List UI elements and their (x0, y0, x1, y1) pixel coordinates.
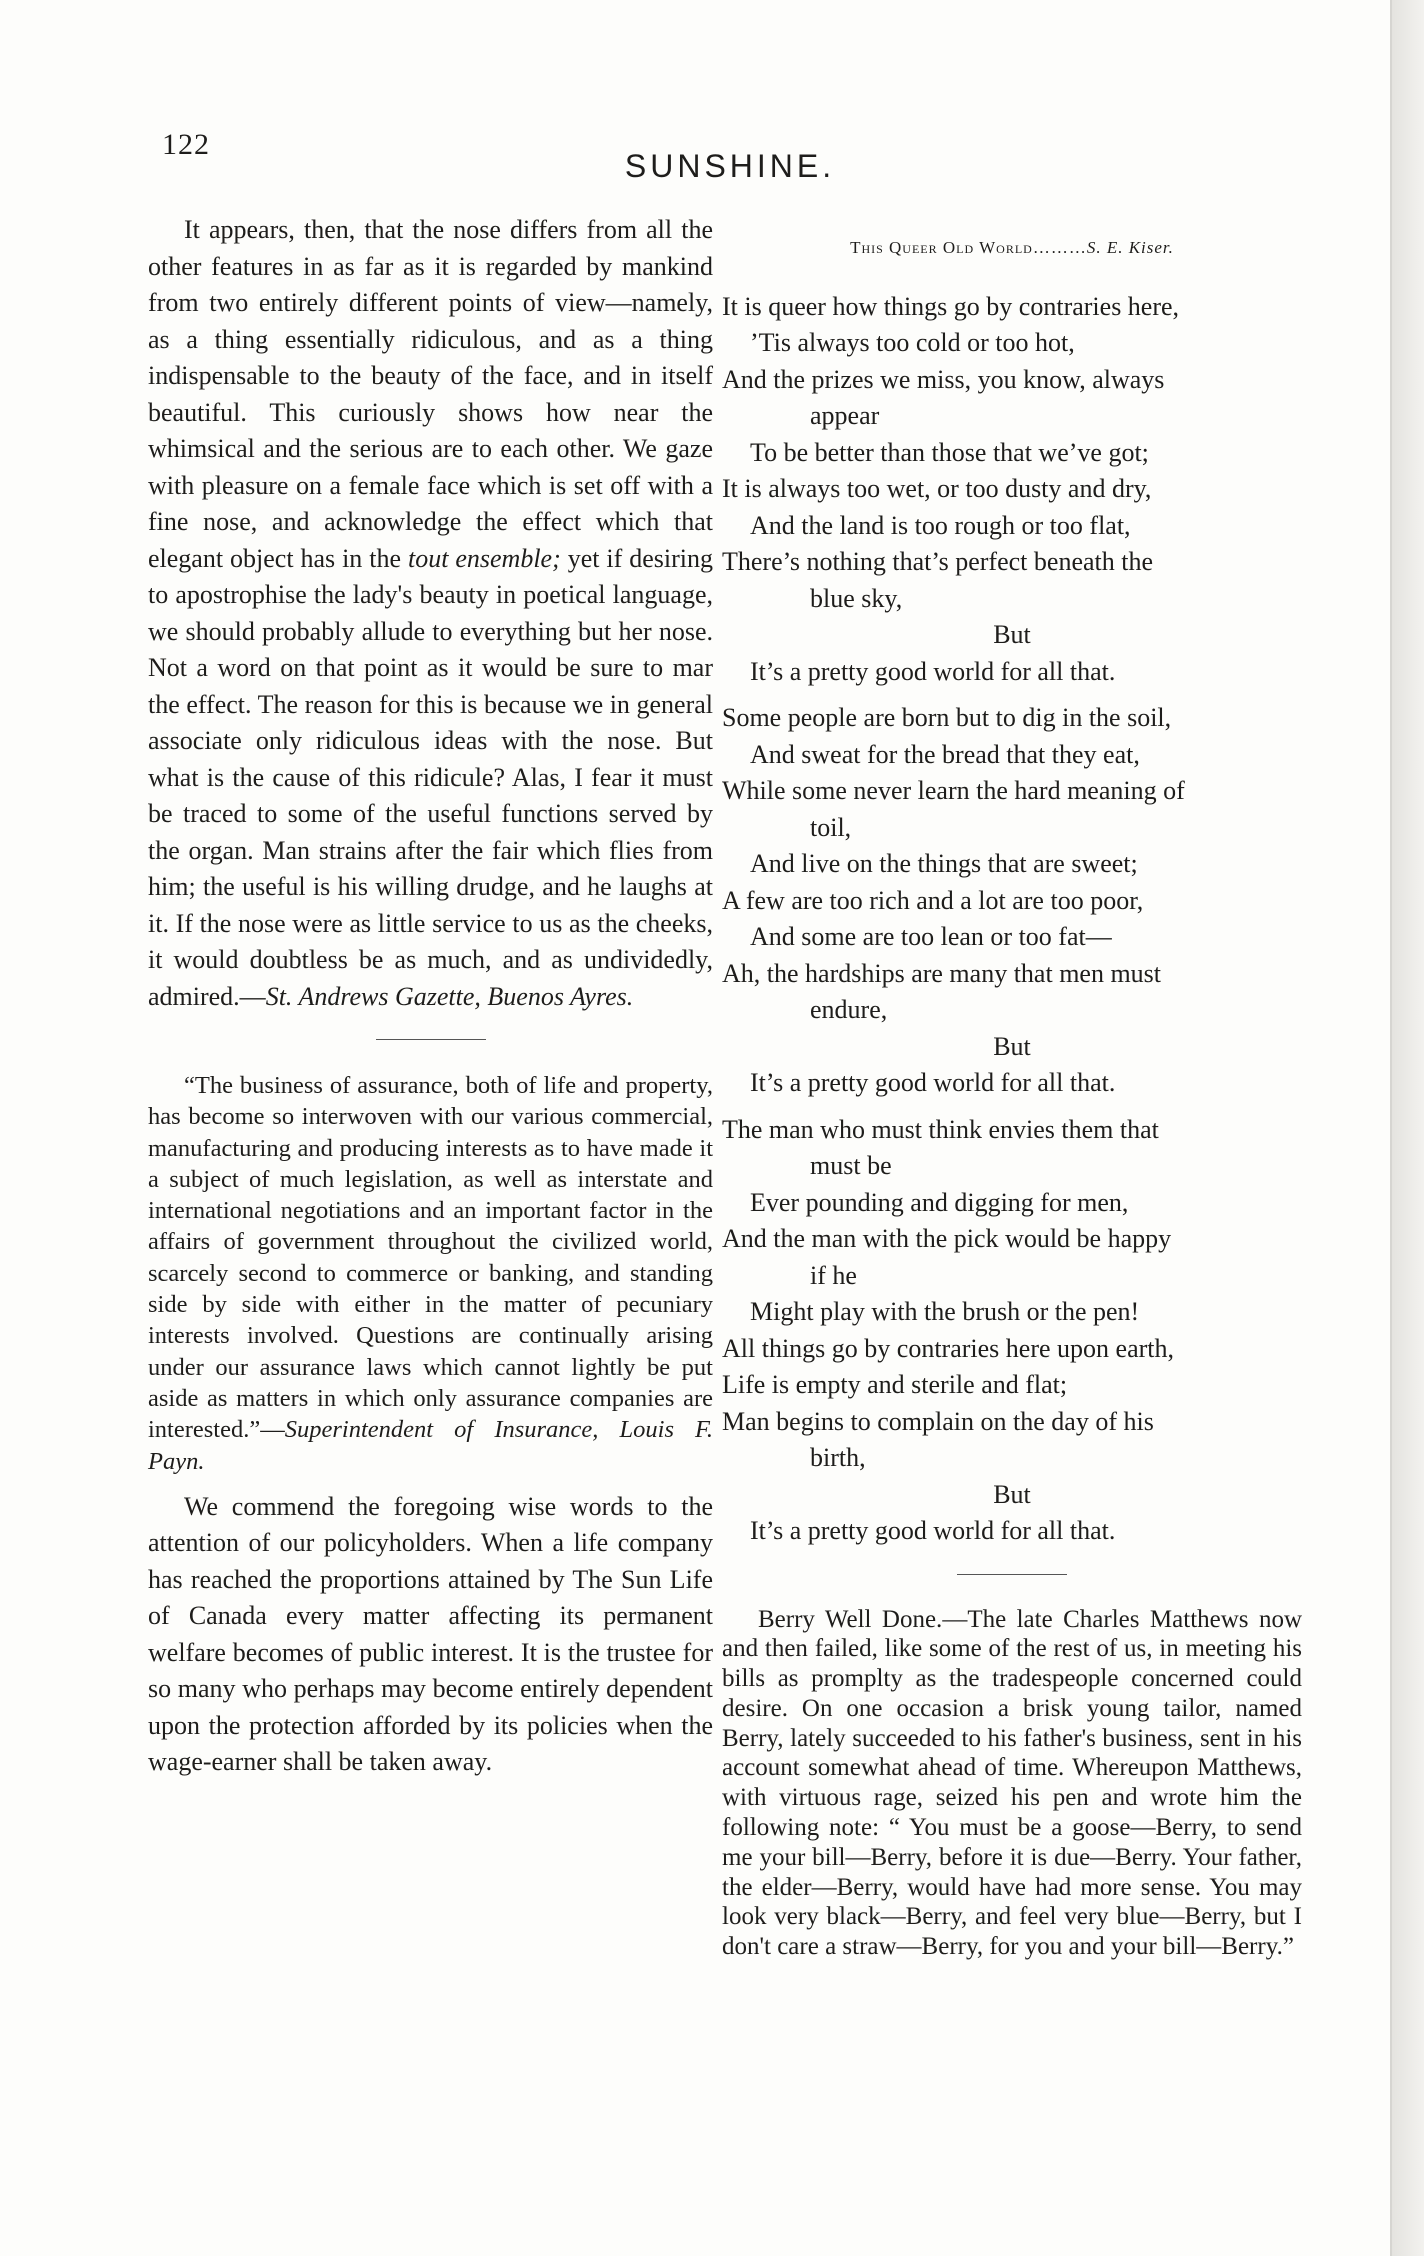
poem-line: Life is empty and sterile and flat; (722, 1370, 1068, 1399)
poem-line: appear (810, 401, 880, 430)
poem-line: To be better than those that we’ve got; (750, 437, 1149, 467)
poem-line: Ah, the hardships are many that men must (722, 958, 1162, 988)
assurance-quote-source: Superintendent of Insurance, Louis F. Payn. (148, 1416, 713, 1475)
poem-refrain-but: But (993, 1031, 1031, 1061)
left-column (148, 212, 713, 1781)
poem-title (722, 230, 1302, 267)
poem-body (722, 289, 1302, 1550)
poem-line: It’s a pretty good world for all that. (750, 656, 1116, 686)
poem-line: And the man with the pick would be happy (722, 1224, 1172, 1253)
poem-line: endure, (810, 995, 888, 1024)
poem-line: Might play with the brush or the pen! (750, 1297, 1140, 1326)
poem-stanza (722, 289, 1302, 691)
poem-line: And the land is too rough or too flat, (750, 510, 1131, 540)
anecdote-text: —The late Charles Matthews now and then failed, like some of the rest of us, in meeting his bills as promplty as the tradespeople concerned could desire. On one occasion a brisk young tailor, named Berry, lately succeeded to his father's business, sent in his account somewhat ahead of time. Whereupon Matthews, with virtuous rage, seized his pen and wrote him the following note: “ You must be a goose—Berry, to send me your bill—Berry, before it is due—Berry. Your father, the elder—Berry, would have had more sense. You may look very black—Berry, and feel very blue—Berry, but I don't care a straw—Berry, for you and your bill—Berry.” (722, 1605, 1302, 1961)
poem-line: There’s nothing that’s perfect beneath the (722, 547, 1154, 576)
poem-line: if he (810, 1260, 857, 1290)
poem-line: It’s a pretty good world for all that. (750, 1516, 1116, 1545)
poem-line: While some never learn the hard meaning of (722, 776, 1185, 805)
poem-refrain-but: But (993, 1479, 1031, 1509)
running-head: SUNSHINE. (624, 148, 836, 184)
anecdote-paragraph (722, 1605, 1302, 1963)
poem-line: And live on the things that are sweet; (750, 849, 1138, 878)
poem-line: And sweat for the bread that they eat, (750, 739, 1140, 769)
commend-paragraph: We commend the foregoing wise words to the attention of our policyholders. When a life company has reached the proportions attained by The Sun Life of Canada every matter affecting its permanent welfare becomes of public interest. It is the trustee for so many who perhaps may become entirely dependent upon the protection afforded by its policies when the wage-earner shall be taken away. (148, 1491, 713, 1777)
poem-stanza (722, 700, 1302, 1102)
poem-line: It is always too wet, or too dusty and dry, (722, 474, 1152, 503)
nose-essay-text-continued: yet if desiring to apostrophise the lady's beauty in poetical language, we should probably allude to everything but her nose. Not a word on that point as it would be sure to mar the effect. The reason for this is because we in general associate only ridiculous ideas with the nose. But what is the cause of this ridicule? Alas, I fear it must be traced to some of the useful functions served by the organ. Man strains after the fair which flies from him; the useful is his willing drudge, and he laughs at it. If the nose were as little service to us as the cheeks, it would doubtless be as much, and as undividedly, admired.— (148, 543, 714, 1011)
page-edge (1392, 0, 1424, 2256)
poem-line: Ever pounding and digging for men, (750, 1187, 1129, 1217)
assurance-quote-paragraph (148, 1070, 713, 1477)
section-divider (957, 1574, 1067, 1575)
poem-line: Some people are born but to dig in the soil, (722, 703, 1172, 732)
right-column (722, 230, 1302, 1962)
poem-line: And the prizes we miss, you know, always (722, 364, 1165, 394)
poem-line: ’Tis always too cold or too hot, (750, 328, 1075, 357)
nose-essay-paragraph (148, 212, 713, 1015)
poem-line: toil, (810, 812, 852, 842)
poem-line: All things go by contraries here upon earth, (722, 1333, 1174, 1363)
nose-essay-text: It appears, then, that the nose differs from all the other features in as far as it is regarded by mankind from two entirely different points of view—namely, as a thing essentially ridiculous, and as a thing indispensable to the beauty of the face, and in itself beautiful. This curiously shows how near the whimsical and the serious are to each other. We gaze with pleasure on a female face which is set off with a fine nose, and acknowledge the effect which that elegant object has in the (148, 215, 713, 573)
poem-stanza (722, 1112, 1302, 1550)
tout-ensemble-phrase: tout ensemble; (407, 543, 561, 573)
poem-line: It’s a pretty good world for all that. (750, 1068, 1116, 1097)
section-divider (376, 1039, 486, 1040)
poem-author: S. E. Kiser. (1086, 238, 1174, 257)
poem-refrain-but: But (993, 620, 1031, 649)
page-number: 122 (162, 128, 210, 161)
poem-line: And some are too lean or too fat— (750, 922, 1112, 951)
poem-line: The man who must think envies them that (722, 1114, 1159, 1144)
poem-line: birth, (810, 1443, 866, 1472)
poem-line: A few are too rich and a lot are too poor, (722, 885, 1144, 915)
poem-line: It is queer how things go by contraries here, (722, 291, 1180, 321)
poem-title-text: This Queer Old World (850, 238, 1033, 257)
poem-title-dots: ……… (1032, 238, 1087, 257)
poem-line: must be (810, 1151, 892, 1180)
nose-essay-source: St. Andrews Gazette, Buenos Ayres. (265, 981, 634, 1011)
anecdote-heading: Berry Well Done. (758, 1605, 943, 1633)
poem-line: blue sky, (810, 583, 903, 613)
assurance-quote-text: “The business of assurance, both of life and property, has become so interwoven with our various commercial, manufacturing and producing interests as to have made it a subject of much legislation, as well as interstate and international negotiations and an important factor in the affairs of government throughout the civilized world, scarcely second to commerce or banking, and standing side by side with either in the matter of pecuniary interests involved. Questions are continually arising under our assurance laws which cannot lightly be put aside as matters in which only assurance companies are interested.”— (148, 1072, 713, 1444)
poem-line: Man begins to complain on the day of his (722, 1406, 1154, 1436)
